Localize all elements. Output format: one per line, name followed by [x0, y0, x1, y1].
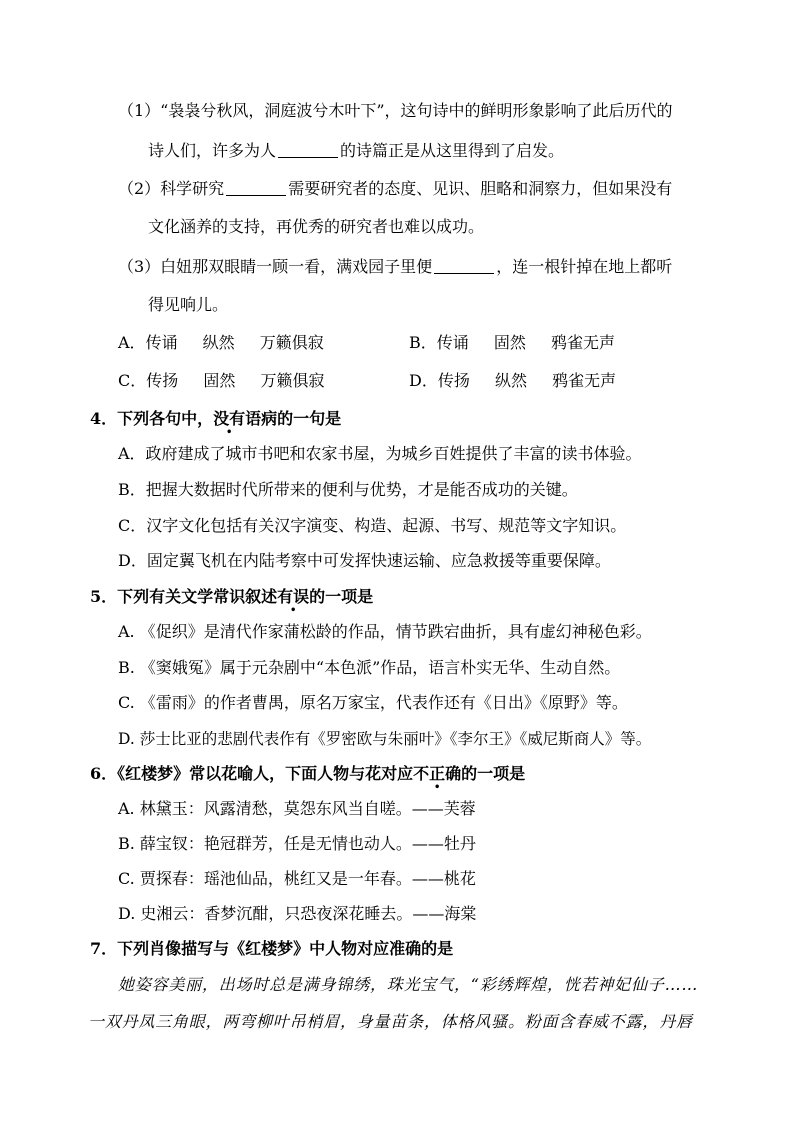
q3-option-d[interactable] [409, 370, 616, 392]
option-letter: A． [118, 333, 146, 352]
option-text: C. 贾探春：瑶池仙品，桃红又是一年春。——桃花 [118, 869, 476, 888]
option-word: 纵然 [494, 371, 527, 390]
q6-stem-emphasis: 不正确 [413, 764, 462, 783]
q3-item1-text-b2: 的诗篇正是从这里得到了启发。 [340, 141, 565, 160]
q4-stem-emphasis: 没有 [213, 409, 246, 428]
q3-item1-text-a: （1）“袅袅兮秋风，洞庭波兮木叶下”，这句诗中的鲜明形象影响了此后历代的 [118, 101, 673, 120]
q6-stem [90, 763, 525, 785]
answer-blank [278, 141, 338, 158]
option-word: 万籁俱寂 [260, 371, 325, 390]
q6-option-b[interactable] [118, 833, 476, 855]
q3-item1-line2 [148, 140, 564, 162]
option-text: D. 史湘云：香梦沉酣，只恐夜深花睡去。——海棠 [118, 904, 477, 923]
q6-stem-prefix: 6．《红楼梦》常以花喻人，下面人物与花对应 [90, 764, 414, 783]
q5-option-a[interactable] [118, 621, 652, 643]
q7-passage-line1 [118, 974, 698, 996]
option-word: 固然 [203, 371, 236, 390]
option-text: A．政府建成了城市书吧和农家书屋，为城乡百姓提供了丰富的读书体验。 [118, 444, 642, 463]
q6-stem-suffix: 的一项是 [461, 764, 526, 783]
q7-stem [90, 938, 453, 960]
q3-item2-text-a1: （2）科学研究 [118, 179, 225, 198]
q3-item2-text-a2: 需要研究者的态度、见识、胆略和洞察力，但如果没有 [288, 179, 673, 198]
option-text: B．把握大数据时代所带来的便利与优势，才是能否成功的关键。 [118, 480, 578, 499]
q3-item2-text-b: 文化涵养的支持，再优秀的研究者也难以成功。 [148, 217, 485, 236]
option-text: B. 《窦娥冤》属于元杂剧中“本色派”作品，语言朴实无华、生动自然。 [118, 658, 621, 677]
q4-stem-suffix: 语病的一句是 [245, 409, 342, 428]
q3-option-b[interactable] [409, 332, 615, 354]
q3-options-row2 [118, 370, 642, 392]
q3-item2-line2 [148, 216, 484, 238]
q3-item3-line1 [118, 256, 672, 278]
q3-option-c[interactable] [118, 370, 383, 392]
q4-option-c[interactable] [118, 515, 626, 537]
answer-blank [434, 257, 494, 274]
q3-item3-text-b: 得见响儿。 [148, 295, 229, 314]
passage-text: 她姿容美丽，出场时总是满身锦绣，珠光宝气，“彩绣辉煌，恍若神妃仙子…… [118, 975, 699, 994]
q4-option-d[interactable] [118, 550, 611, 572]
option-word: 传诵 [145, 333, 178, 352]
option-word: 纵然 [202, 333, 235, 352]
q6-option-d[interactable] [118, 903, 476, 925]
option-word: 鸦雀无声 [552, 371, 617, 390]
q5-option-d[interactable] [118, 728, 651, 750]
option-text: B. 薛宝钗：艳冠群芳，任是无情也动人。——牡丹 [118, 834, 476, 853]
passage-text: 一双丹凤三角眼，两弯柳叶吊梢眉，身量苗条，体格风骚。粉面含春威不露，丹唇 [88, 1012, 693, 1031]
q3-item2-line1 [118, 178, 672, 200]
q3-item1-text-b1: 诗人们，许多为人 [148, 141, 277, 160]
option-word: 鸦雀无声 [550, 333, 615, 352]
option-word: 传诵 [436, 333, 469, 352]
option-text: D．固定翼飞机在内陆考察中可发挥快速运输、应急救援等重要保障。 [118, 551, 611, 570]
q6-option-a[interactable] [118, 798, 476, 820]
q3-options-row1 [118, 332, 641, 354]
option-text: C. 《雷雨》的作者曹禺，原名万家宝，代表作还有《日出》《原野》等。 [118, 693, 628, 712]
option-text: D. 莎士比亚的悲剧代表作有《罗密欧与朱丽叶》《李尔王》《威尼斯商人》等。 [118, 730, 652, 748]
option-word: 传扬 [437, 371, 470, 390]
q5-option-b[interactable] [118, 657, 620, 679]
q4-stem [90, 408, 341, 430]
q5-stem-emphasis: 有误 [277, 587, 310, 606]
option-text: A. 《促织》是清代作家蒲松龄的作品，情节跌宕曲折，具有虚幻神秘色彩。 [118, 622, 652, 641]
q5-option-c[interactable] [118, 692, 628, 714]
q3-item3-text-a1: （3）白妞那双眼睛一顾一看，满戏园子里便 [118, 257, 433, 276]
option-letter: C． [118, 371, 147, 390]
option-text: C．汉字文化包括有关汉字演变、构造、起源、书写、规范等文字知识。 [118, 516, 627, 535]
q7-passage-line2 [88, 1011, 693, 1033]
answer-blank [226, 179, 286, 196]
q3-item1-line1 [118, 100, 673, 122]
option-word: 固然 [493, 333, 526, 352]
option-text: A. 林黛玉：风露清愁，莫怨东风当自嗟。——芙蓉 [118, 799, 476, 818]
q3-item3-text-a2: ，连一根针掉在地上都听 [496, 257, 673, 276]
q7-stem-text: 7．下列肖像描写与《红楼梦》中人物对应准确的是 [90, 939, 454, 958]
q5-stem [90, 586, 373, 608]
q4-stem-prefix: 4．下列各句中， [90, 409, 214, 428]
option-word: 万籁俱寂 [259, 333, 324, 352]
q3-item3-line2 [148, 294, 228, 316]
q3-option-a[interactable] [118, 332, 383, 354]
option-word: 传扬 [146, 371, 179, 390]
q6-option-c[interactable] [118, 868, 476, 890]
option-letter: D． [409, 371, 438, 390]
q4-option-b[interactable] [118, 479, 578, 501]
option-letter: B． [409, 333, 437, 352]
q5-stem-prefix: 5．下列有关文学常识叙述 [90, 587, 278, 606]
q4-option-a[interactable] [118, 443, 642, 465]
q5-stem-suffix: 的一项是 [309, 587, 374, 606]
